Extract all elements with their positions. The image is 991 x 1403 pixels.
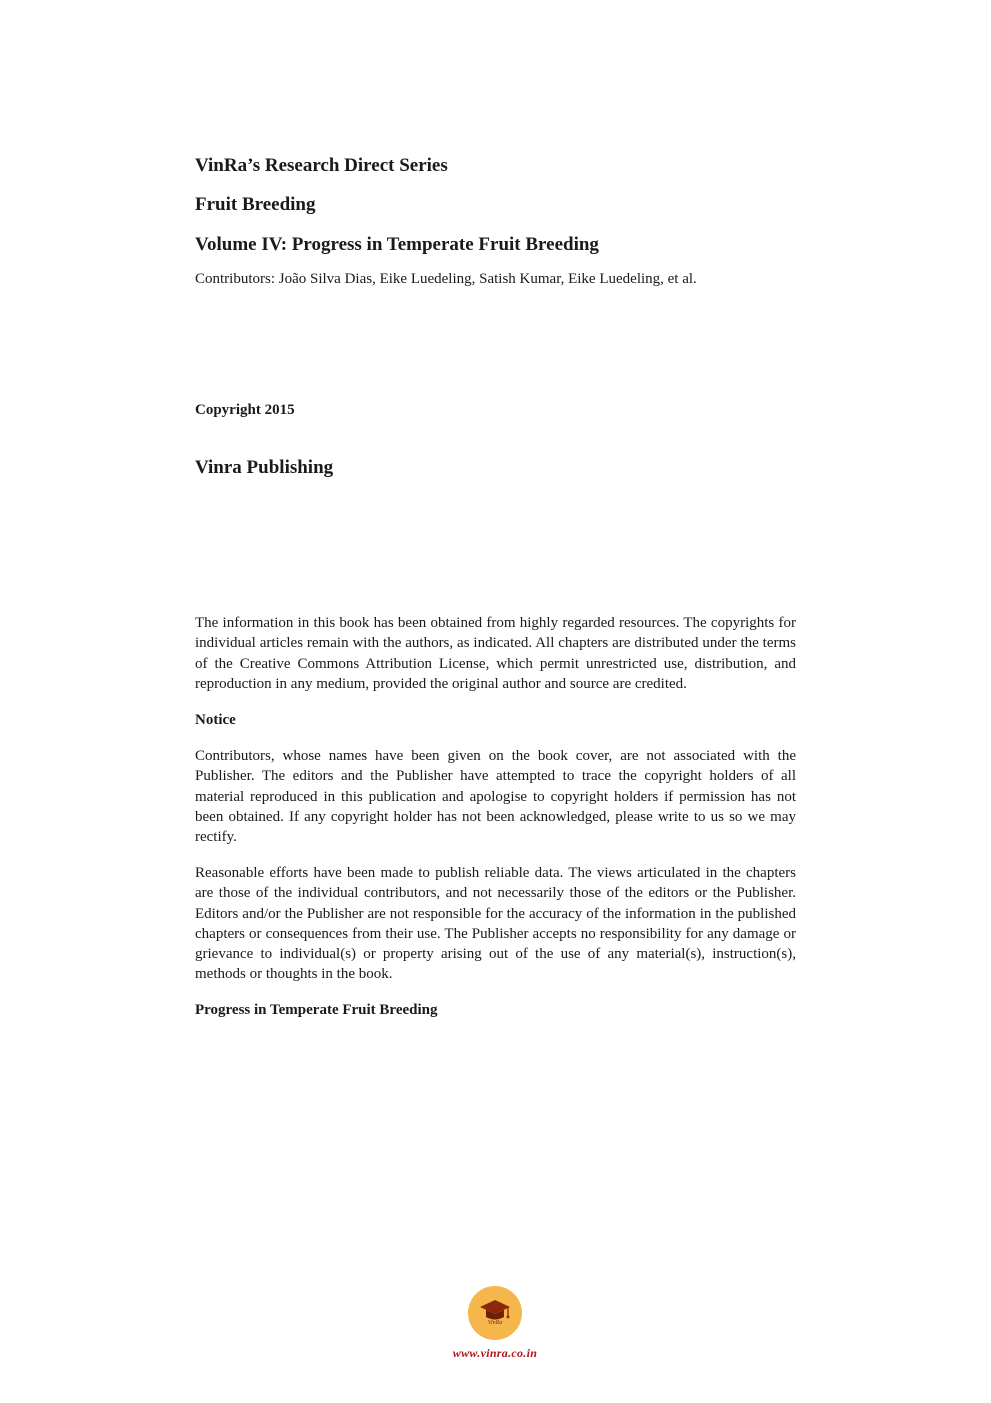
- website-link[interactable]: www.vinra.co.in: [452, 1346, 538, 1360]
- legal-text-block: [195, 613, 796, 1037]
- closing-title: Progress in Temperate Fruit Breeding: [195, 1002, 438, 1019]
- graduation-cap-icon: [468, 1286, 522, 1340]
- publisher-logo: [468, 1286, 522, 1340]
- notice-paragraph-1: Contributors, whose names have been given on the book cover, are not associated with the Publisher. The editors and the Publisher have attempted to trace the copyright holders of all material reproduced in this publication and apologise to copyright holders if permission has not been obtained. If any copyright holder has not been acknowledged, please write to us so we may rectify.: [195, 747, 796, 846]
- intro-paragraph: The information in this book has been obtained from highly regarded resources. The copyrights for individual articles remain with the authors, as indicated. All chapters are distributed under the terms of the Creative Commons Attribution License, which permit unrestricted use, distribution, and reproduction in any medium, provided the original author and source are credited.: [195, 615, 796, 692]
- notice-heading: Notice: [195, 711, 236, 728]
- series-title: VinRa’s Research Direct Series: [195, 155, 448, 176]
- logo-text: VinRa: [487, 1320, 503, 1326]
- notice-paragraph-2: Reasonable efforts have been made to publish reliable data. The views articulated in the chapters are those of the individual contributors, and not necessarily those of the editors or the Publisher. Editors and/or the Publisher are not responsible for the accuracy of the information in the published chapters or consequences from their use. The Publisher accepts no responsibility for any damage or grievance to individual(s) or property arising out of the use of any material(s), instruction(s), methods or thoughts in the book.: [195, 864, 796, 983]
- logo-circle: [468, 1286, 522, 1340]
- volume-title: Volume IV: Progress in Temperate Fruit Breeding: [195, 234, 599, 255]
- book-title: Fruit Breeding: [195, 194, 316, 215]
- copyright-line: Copyright 2015: [195, 402, 295, 418]
- publisher-name: Vinra Publishing: [195, 457, 334, 478]
- contributors-line: Contributors: João Silva Dias, Eike Luedeling, Satish Kumar, Eike Luedeling, et al.: [195, 271, 697, 287]
